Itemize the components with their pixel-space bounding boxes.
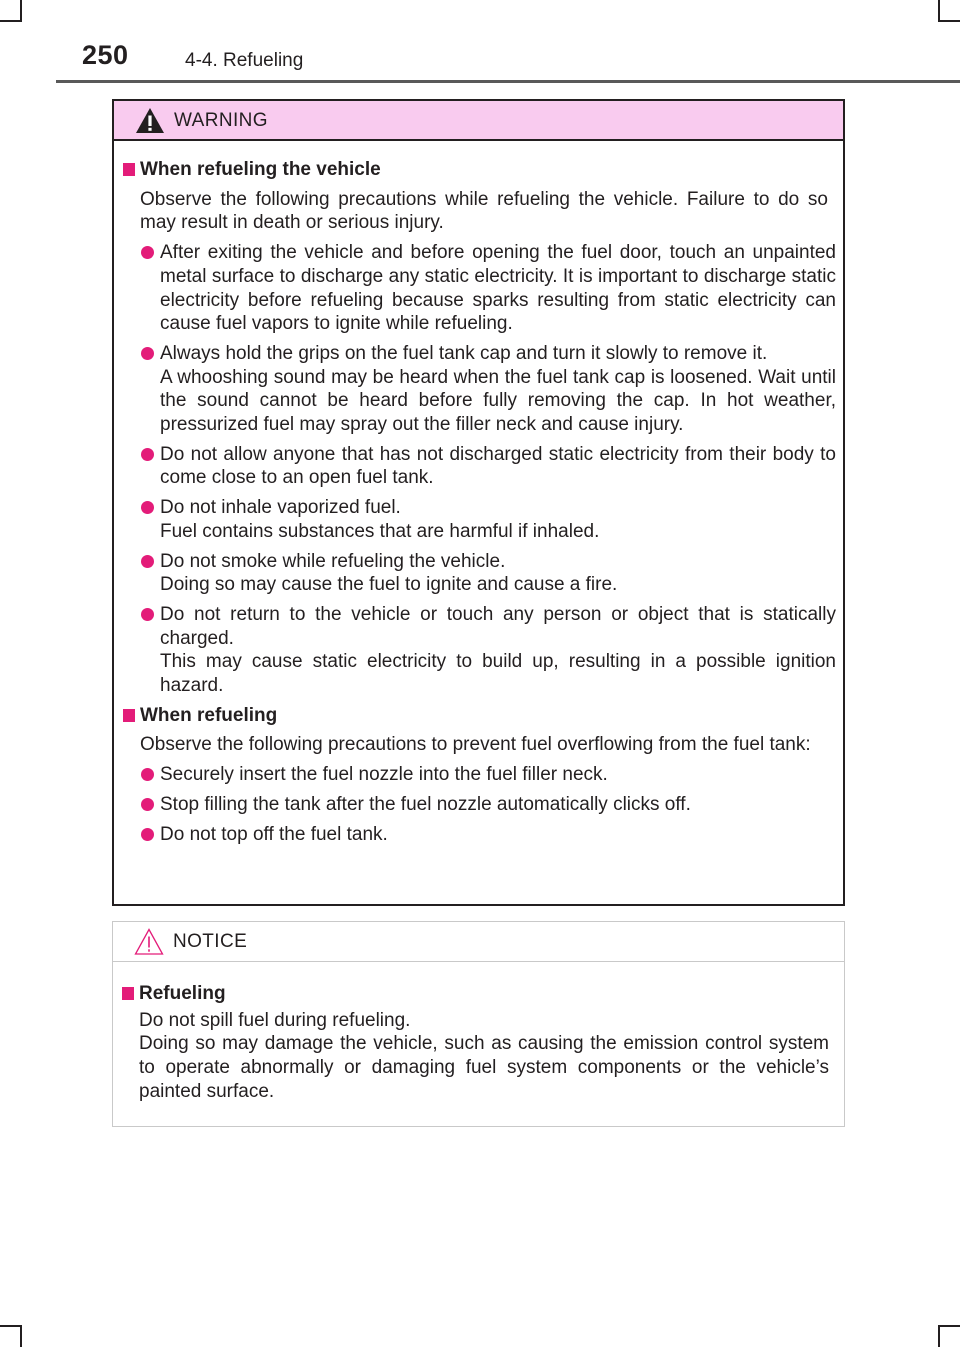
bullet-icon xyxy=(141,448,154,461)
crop-mark xyxy=(938,1325,940,1347)
warning-box xyxy=(112,99,845,906)
section-title: 4-4. Refueling xyxy=(185,50,304,71)
warning-body xyxy=(114,141,843,846)
section-heading: When refueling xyxy=(123,704,836,728)
list-item: Securely insert the fuel nozzle into the fuel filler neck. xyxy=(123,763,836,787)
bullet-icon xyxy=(141,608,154,621)
notice-triangle-icon xyxy=(134,928,164,955)
crop-mark xyxy=(20,0,22,22)
bullet-icon xyxy=(141,347,154,360)
list-item: Do not top off the fuel tank. xyxy=(123,823,836,847)
notice-header xyxy=(113,922,844,962)
square-bullet-icon xyxy=(123,163,135,176)
list-item: Do not return to the vehicle or touch any person or object that is statically charged. This may cause static electricity to build up, resulting in a possible ignition hazard. xyxy=(123,603,836,698)
square-bullet-icon xyxy=(123,709,135,722)
section-intro: Observe the following precautions while refueling the vehicle. Failure to do so may result in death or serious injury. xyxy=(140,188,828,234)
list-item: Do not inhale vaporized fuel. Fuel contains substances that are harmful if inhaled. xyxy=(123,496,836,543)
warning-label: WARNING xyxy=(174,110,268,131)
bullet-icon xyxy=(141,246,154,259)
crop-mark xyxy=(0,20,22,22)
bullet-icon xyxy=(141,768,154,781)
page-number: 250 xyxy=(82,40,129,70)
header-rule xyxy=(56,80,960,83)
list-item: Stop filling the tank after the fuel nozzle automatically clicks off. xyxy=(123,793,836,817)
crop-mark xyxy=(938,1325,960,1327)
list-item: Do not smoke while refueling the vehicle. Doing so may cause the fuel to ignite and cause a fire. xyxy=(123,550,836,597)
list-item: Always hold the grips on the fuel tank cap and turn it slowly to remove it. A whooshing sound may be heard when the fuel tank cap is loosened. Wait until the sound cannot be heard before fully removing the cap. In hot weather, pressurized fuel may spray out the filler neck and cause injury. xyxy=(123,342,836,437)
list-item: Do not allow anyone that has not discharged static electricity from their body to come close to an open fuel tank. xyxy=(123,443,836,490)
bullet-icon xyxy=(141,555,154,568)
square-bullet-icon xyxy=(122,987,134,1000)
crop-mark xyxy=(0,1325,22,1327)
warning-triangle-icon xyxy=(135,107,165,134)
crop-mark xyxy=(20,1325,22,1347)
notice-text: Do not spill fuel during refueling. Doing so may damage the vehicle, such as causing the emission control system to operate abnormally or damaging fuel system components or the vehicle’s painted surface. xyxy=(139,1009,829,1102)
section-intro: Observe the following precautions to prevent fuel overflowing from the fuel tank: xyxy=(140,734,811,756)
notice-body xyxy=(113,962,844,1104)
section-heading: Refueling xyxy=(122,982,837,1006)
bullet-icon xyxy=(141,828,154,841)
crop-mark xyxy=(938,20,960,22)
bullet-icon xyxy=(141,798,154,811)
warning-header xyxy=(114,101,843,141)
notice-box xyxy=(112,921,845,1127)
crop-mark xyxy=(938,0,940,22)
list-item: After exiting the vehicle and before opening the fuel door, touch an unpainted metal surface to discharge any static electricity. It is important to discharge static electricity before refueling because sparks resulting from static electricity can cause fuel vapors to ignite while refueling. xyxy=(123,241,836,336)
section-heading: When refueling the vehicle xyxy=(123,158,836,182)
bullet-icon xyxy=(141,501,154,514)
notice-label: NOTICE xyxy=(173,931,248,952)
